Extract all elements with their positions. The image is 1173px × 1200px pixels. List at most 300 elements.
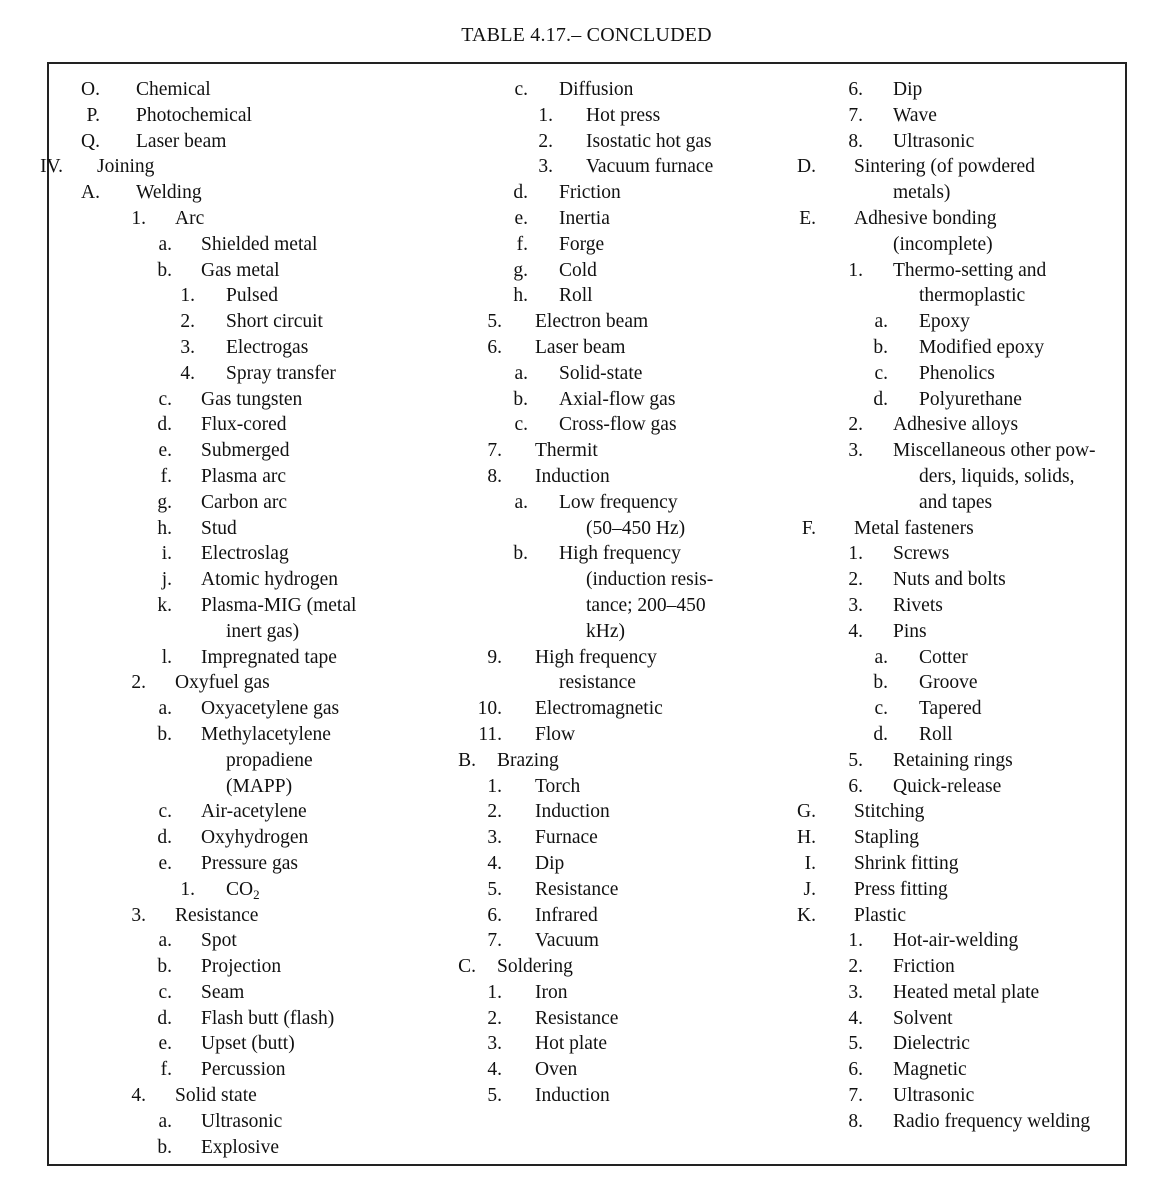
outline-entry — [760, 1109, 1100, 1135]
entry-marker: 1. — [848, 930, 863, 952]
entry-label: Plasma arc — [201, 465, 287, 487]
entry-label: Gas tungsten — [201, 388, 303, 410]
entry-text — [535, 696, 663, 722]
outline-entry — [0, 464, 340, 490]
entry-label: Carbon arc — [201, 491, 288, 513]
entry-label: Cotter — [919, 646, 968, 668]
entry-label: thermoplastic — [919, 285, 1026, 307]
entry-label: Stitching — [854, 801, 925, 823]
entry-marker: K. — [797, 904, 816, 926]
entry-marker: b. — [157, 956, 172, 978]
entry-marker: 4. — [180, 362, 195, 384]
entry-label: (incomplete) — [893, 233, 993, 255]
outline-entry — [400, 180, 740, 206]
entry-label: Modified epoxy — [919, 336, 1045, 358]
entry-label: Plastic — [854, 904, 906, 926]
entry-text — [201, 825, 308, 851]
entry-label: Gas metal — [201, 259, 280, 281]
outline-entry — [400, 1083, 740, 1109]
entry-label: Flash butt (flash) — [201, 1007, 335, 1029]
entry-marker: I. — [804, 852, 816, 874]
entry-text — [535, 438, 598, 464]
outline-entry — [400, 541, 740, 567]
entry-label: Epoxy — [919, 311, 970, 333]
entry-marker: h. — [513, 285, 528, 307]
outline-entry — [400, 129, 740, 155]
entry-marker: a. — [158, 930, 172, 952]
outline-entry — [0, 954, 340, 980]
entry-label: Soldering — [497, 956, 573, 978]
outline-entry — [760, 232, 1100, 258]
entry-label: Wave — [893, 104, 937, 126]
outline-entry — [0, 412, 340, 438]
outline-entry — [0, 593, 357, 619]
column-3 — [760, 77, 1100, 1135]
entry-marker: 2. — [848, 569, 863, 591]
entry-label: Stapling — [854, 827, 920, 849]
entry-label: Spray transfer — [226, 362, 336, 384]
entry-label: (MAPP) — [226, 775, 293, 797]
outline-entry — [400, 232, 740, 258]
entry-text — [497, 748, 559, 774]
entry-text — [497, 954, 573, 980]
entry-label: Ultrasonic — [893, 130, 975, 152]
entry-marker: c. — [158, 981, 172, 1003]
outline-entry — [0, 283, 340, 309]
outline-entry — [0, 825, 340, 851]
entry-text — [919, 361, 995, 387]
entry-marker: 1. — [848, 543, 863, 565]
entry-text — [893, 541, 949, 567]
entry-marker: 6. — [487, 904, 502, 926]
entry-text — [893, 1006, 953, 1032]
outline-entry — [0, 77, 340, 103]
outline-entry — [760, 825, 1100, 851]
entry-marker: 5. — [848, 1033, 863, 1055]
outline-entry — [400, 928, 740, 954]
entry-text — [201, 645, 337, 671]
entry-text — [893, 412, 1018, 438]
outline-entry — [760, 103, 1100, 129]
entry-marker: 3. — [487, 827, 502, 849]
entry-label: Submerged — [201, 440, 290, 462]
entry-label: Air-acetylene — [201, 801, 307, 823]
outline-entry — [0, 670, 340, 696]
outline-entry — [760, 438, 1100, 464]
entry-label: Atomic hydrogen — [201, 569, 339, 591]
entry-text — [559, 258, 597, 284]
entry-label: Induction — [535, 1085, 610, 1107]
entry-marker: c. — [874, 362, 888, 384]
entry-text — [201, 928, 237, 954]
outline-entry — [0, 361, 340, 387]
entry-text — [175, 1083, 257, 1109]
entry-label: Adhesive bonding — [854, 207, 997, 229]
entry-text — [535, 851, 564, 877]
entry-text — [559, 283, 593, 309]
entry-marker: a. — [874, 311, 888, 333]
entry-text — [201, 1006, 334, 1032]
outline-entry — [760, 722, 1100, 748]
entry-label: Electromagnetic — [535, 698, 663, 720]
entry-label: Iron — [535, 981, 568, 1003]
entry-text — [535, 928, 599, 954]
entry-label: kHz) — [586, 620, 625, 642]
entry-text — [854, 154, 1035, 180]
entry-marker: Q. — [81, 130, 100, 152]
entry-marker: 4. — [487, 1059, 502, 1081]
entry-text — [226, 748, 313, 774]
entry-label: metals) — [893, 182, 951, 204]
entry-text — [201, 980, 244, 1006]
outline-entry — [0, 1083, 340, 1109]
entry-text — [535, 980, 568, 1006]
entry-label: Screws — [893, 543, 950, 565]
entry-label: Radio frequency welding — [893, 1110, 1091, 1132]
outline-entry — [0, 258, 340, 284]
outline-entry — [0, 180, 340, 206]
entry-marker: O. — [81, 79, 100, 100]
outline-entry — [0, 129, 340, 155]
entry-label: (50–450 Hz) — [586, 517, 686, 539]
entry-label: Oxyacetylene gas — [201, 698, 340, 720]
outline-entry — [760, 567, 1100, 593]
entry-marker: 1. — [487, 981, 502, 1003]
outline-entry — [760, 387, 1100, 413]
entry-label: Thermo-setting and — [893, 259, 1047, 281]
entry-label: Tapered — [919, 698, 982, 720]
entry-text — [854, 903, 906, 929]
entry-marker: 3. — [848, 981, 863, 1003]
entry-label: Axial-flow gas — [559, 388, 676, 410]
outline-entry — [0, 1006, 340, 1032]
entry-text — [201, 464, 286, 490]
entry-marker: 4. — [131, 1085, 146, 1107]
entry-marker: c. — [514, 79, 528, 100]
entry-marker: 2. — [487, 1007, 502, 1029]
outline-entry — [760, 206, 1100, 232]
entry-label: Stud — [201, 517, 237, 539]
entry-marker: b. — [513, 543, 528, 565]
outline-entry — [0, 722, 340, 748]
entry-text — [201, 593, 356, 619]
outline-entry — [400, 335, 740, 361]
entry-marker: 4. — [487, 852, 502, 874]
entry-label: Quick-release — [893, 775, 1002, 797]
entry-label: Vacuum furnace — [586, 156, 714, 178]
entry-marker: a. — [514, 362, 528, 384]
entry-text — [559, 361, 642, 387]
entry-marker: 3. — [848, 594, 863, 616]
entry-text — [175, 206, 204, 232]
entry-text — [893, 774, 1001, 800]
entry-label: Heated metal plate — [893, 981, 1040, 1003]
entry-label: CO — [226, 878, 254, 900]
entry-text — [201, 490, 287, 516]
entry-marker: 3. — [131, 904, 146, 926]
entry-marker: b. — [157, 259, 172, 281]
outline-entry — [760, 799, 1100, 825]
outline-entry — [400, 309, 740, 335]
entry-text — [201, 232, 317, 258]
outline-entry — [400, 1031, 740, 1057]
entry-marker: 6. — [848, 775, 863, 797]
entry-text — [893, 129, 974, 155]
entry-label: Methylacetylene — [201, 723, 331, 745]
outline-entry — [0, 748, 340, 774]
entry-label: Impregnated tape — [201, 646, 337, 668]
outline-entry — [760, 258, 1100, 284]
entry-label: Roll — [919, 723, 953, 745]
entry-marker: 7. — [487, 440, 502, 462]
outline-entry — [760, 980, 1100, 1006]
outline-entry — [0, 1031, 340, 1057]
entry-text — [201, 954, 281, 980]
outline-entry — [0, 696, 340, 722]
entry-text — [226, 283, 278, 309]
entry-label: Oxyfuel gas — [175, 672, 270, 694]
outline-entry — [400, 593, 740, 619]
entry-text — [893, 954, 955, 980]
outline-entry — [400, 670, 740, 696]
entry-text — [586, 103, 660, 129]
column-2 — [400, 77, 740, 1109]
column-1 — [0, 77, 357, 1160]
outline-entry — [760, 283, 1100, 309]
entry-label: Cold — [559, 259, 597, 281]
outline-entry — [760, 309, 1100, 335]
entry-text — [201, 258, 280, 284]
outline-entry — [400, 1006, 740, 1032]
entry-label: Short circuit — [226, 311, 323, 333]
entry-text — [175, 903, 258, 929]
entry-marker: 2. — [180, 311, 195, 333]
outline-entry — [0, 1135, 340, 1161]
entry-text — [201, 1135, 279, 1161]
entry-marker: b. — [157, 1136, 172, 1158]
entry-label: Magnetic — [893, 1059, 967, 1081]
entry-marker: d. — [873, 388, 888, 410]
entry-text — [893, 232, 993, 258]
entry-marker: k. — [157, 594, 172, 616]
outline-entry — [0, 387, 340, 413]
outline-entry — [400, 258, 740, 284]
entry-text — [893, 980, 1039, 1006]
entry-label: Brazing — [497, 749, 559, 771]
entry-label: (induction resis- — [586, 569, 714, 591]
entry-label: propadiene — [226, 749, 313, 771]
entry-marker: j. — [161, 569, 172, 591]
outline-entry — [400, 490, 740, 516]
outline-entry — [0, 335, 340, 361]
entry-marker: E. — [799, 207, 816, 229]
entry-marker: 4. — [848, 620, 863, 642]
entry-marker: g. — [513, 259, 528, 281]
entry-text — [535, 309, 648, 335]
entry-marker: b. — [873, 672, 888, 694]
entry-text — [136, 129, 226, 155]
outline-entry — [760, 516, 1100, 542]
entry-text — [919, 670, 977, 696]
entry-label: Thermit — [535, 440, 598, 462]
entry-text — [535, 1083, 610, 1109]
entry-marker: c. — [158, 801, 172, 823]
entry-marker: 3. — [487, 1033, 502, 1055]
entry-label: Infrared — [535, 904, 598, 926]
outline-entry — [760, 154, 1100, 180]
outline-entry — [400, 206, 740, 232]
outline-entry — [760, 490, 1100, 516]
entry-marker: 4. — [848, 1007, 863, 1029]
entry-marker: 6. — [487, 336, 502, 358]
entry-marker: c. — [514, 414, 528, 436]
entry-text — [893, 567, 1006, 593]
entry-text — [201, 799, 307, 825]
entry-text — [136, 77, 211, 103]
entry-marker: l. — [161, 646, 172, 668]
outline-entry — [760, 1057, 1100, 1083]
entry-label: Retaining rings — [893, 749, 1013, 771]
entry-label: Resistance — [535, 878, 619, 900]
entry-text — [535, 774, 580, 800]
entry-text — [919, 464, 1074, 490]
entry-marker: a. — [514, 491, 528, 513]
outline-entry — [0, 567, 340, 593]
entry-text — [919, 335, 1044, 361]
entry-text — [535, 877, 618, 903]
entry-text — [201, 438, 289, 464]
entry-marker: 1. — [848, 259, 863, 281]
entry-text — [201, 1031, 295, 1057]
entry-label: Electrogas — [226, 336, 309, 358]
entry-label: Pulsed — [226, 285, 279, 307]
entry-marker: A. — [81, 182, 100, 204]
entry-marker: h. — [157, 517, 172, 539]
entry-label: Ultrasonic — [201, 1110, 283, 1132]
outline-entry — [760, 1031, 1100, 1057]
outline-entry — [0, 799, 340, 825]
entry-marker: 2. — [848, 956, 863, 978]
outline-entry — [0, 903, 340, 929]
entry-marker: e. — [158, 440, 172, 462]
entry-text — [893, 593, 943, 619]
outline-entry — [760, 541, 1100, 567]
entry-label: Laser beam — [535, 336, 626, 358]
outline-entry — [760, 464, 1100, 490]
entry-marker: 7. — [848, 1085, 863, 1107]
entry-marker: C. — [458, 956, 476, 978]
outline-entry — [760, 903, 1100, 929]
entry-text — [535, 825, 598, 851]
outline-entry — [760, 129, 1100, 155]
outline-entry — [400, 903, 740, 929]
entry-label: Spot — [201, 930, 237, 952]
entry-label: Resistance — [535, 1007, 619, 1029]
entry-text — [535, 1057, 577, 1083]
outline-entry — [0, 103, 340, 129]
entry-label: Flow — [535, 723, 576, 745]
outline-entry — [400, 387, 740, 413]
outline-entry — [0, 516, 340, 542]
entry-marker: c. — [158, 388, 172, 410]
entry-text — [559, 670, 636, 696]
entry-text — [175, 670, 270, 696]
outline-entry — [0, 980, 340, 1006]
entry-label: Isostatic hot gas — [586, 130, 712, 152]
outline-entry — [760, 361, 1100, 387]
outline-entry — [760, 1083, 1100, 1109]
outline-entry — [0, 490, 340, 516]
entry-label: High frequency — [559, 543, 681, 565]
entry-label: Friction — [559, 182, 621, 204]
outline-entry — [400, 748, 740, 774]
entry-text — [226, 619, 299, 645]
entry-text — [854, 799, 924, 825]
entry-label: Solvent — [893, 1007, 953, 1029]
entry-marker: d. — [157, 414, 172, 436]
entry-label: Oxyhydrogen — [201, 827, 309, 849]
entry-label: Hot plate — [535, 1033, 608, 1055]
entry-text — [893, 103, 937, 129]
entry-label: inert gas) — [226, 620, 300, 642]
entry-text — [559, 232, 604, 258]
entry-text — [559, 387, 675, 413]
outline-entry — [0, 232, 340, 258]
entry-text — [919, 696, 982, 722]
outline-entry — [760, 645, 1100, 671]
outline-entry — [760, 619, 1100, 645]
entry-marker: 2. — [131, 672, 146, 694]
entry-marker: F. — [801, 517, 816, 539]
entry-text — [586, 567, 713, 593]
entry-marker: J. — [803, 878, 816, 900]
outline-entry — [0, 619, 340, 645]
entry-text — [559, 412, 677, 438]
entry-marker: a. — [874, 646, 888, 668]
entry-marker: 5. — [848, 749, 863, 771]
outline-entry — [0, 877, 340, 903]
entry-label: Inertia — [559, 207, 610, 229]
outline-entry — [400, 464, 740, 490]
entry-text — [919, 722, 953, 748]
entry-marker: 1. — [538, 104, 553, 126]
entry-label: Induction — [535, 801, 610, 823]
outline-entry — [400, 77, 740, 103]
entry-label: Dip — [535, 852, 565, 874]
entry-text — [854, 851, 959, 877]
outline-entry — [0, 206, 340, 232]
entry-label: Resistance — [175, 904, 259, 926]
entry-text — [226, 335, 308, 361]
entry-label: Pins — [893, 620, 927, 642]
entry-marker: g. — [157, 491, 172, 513]
outline-entry — [400, 103, 740, 129]
outline-entry — [760, 335, 1100, 361]
entry-text — [919, 309, 970, 335]
entry-text — [919, 490, 992, 516]
outline-entry — [0, 645, 340, 671]
entry-marker: e. — [158, 1033, 172, 1055]
entry-label: Oven — [535, 1059, 578, 1081]
entry-marker: 6. — [848, 1059, 863, 1081]
entry-text — [586, 593, 706, 619]
entry-text — [893, 438, 1096, 464]
outline-entry — [400, 980, 740, 1006]
entry-label: Miscellaneous other pow- — [893, 440, 1096, 462]
entry-marker: 5. — [487, 311, 502, 333]
entry-text — [854, 206, 996, 232]
entry-label: Phenolics — [919, 362, 995, 384]
